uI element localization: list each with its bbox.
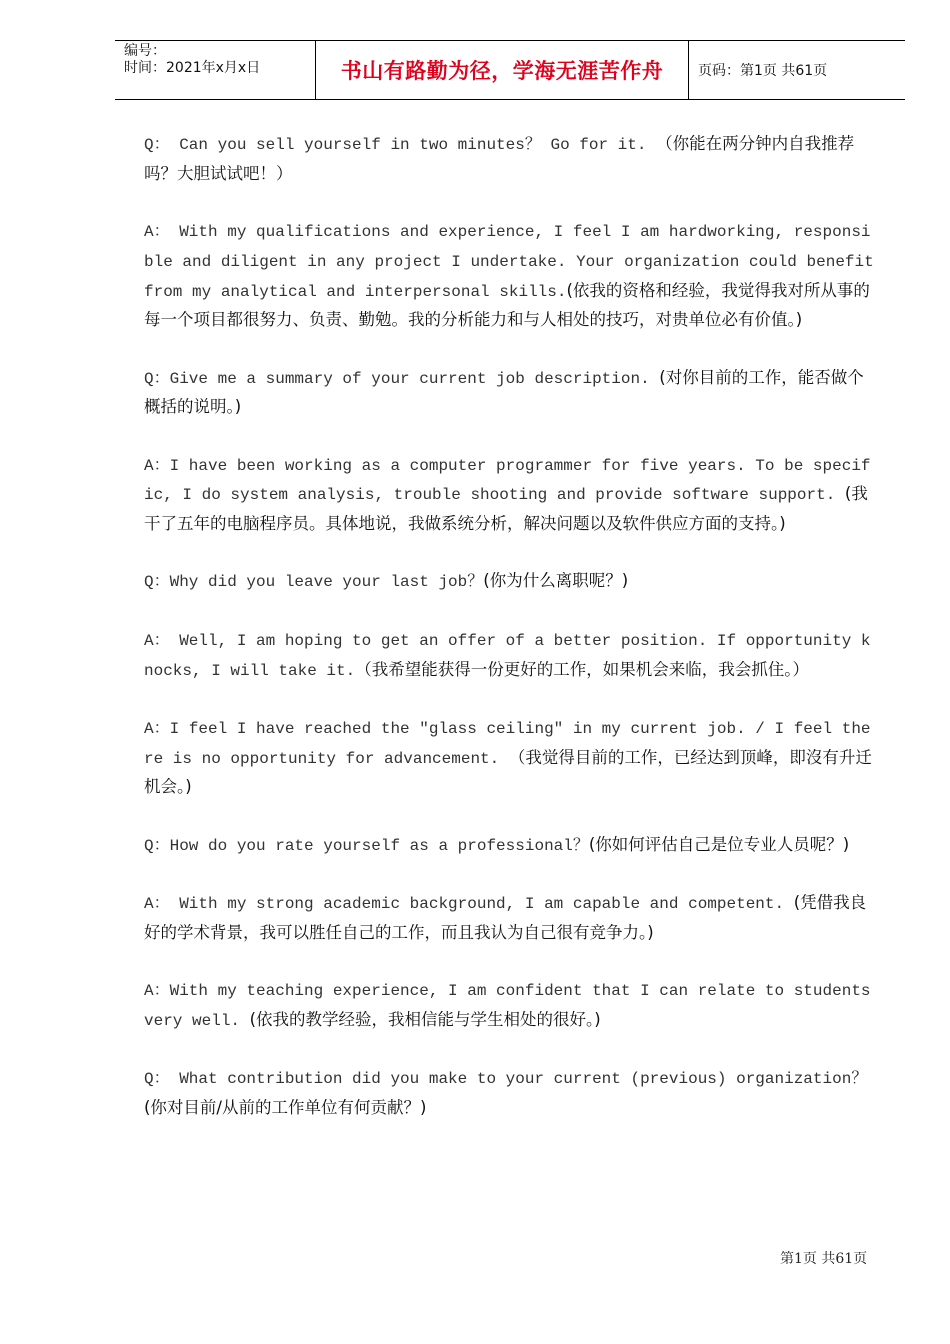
chinese-text: (对你目前的工作，能否做个概括的说明。) (144, 367, 864, 417)
english-text: Q： What contribution did you make to your current (previous) organization？ (144, 1070, 868, 1089)
qa-paragraph (144, 976, 874, 1035)
document-body (144, 130, 874, 1151)
qa-paragraph (144, 364, 874, 422)
english-text: A： With my strong academic background, I am capable and competent. (144, 895, 794, 914)
qa-paragraph (144, 567, 874, 597)
english-text: A：I feel I have reached the "glass ceiling" in my current job. / I feel there is no opportunity for advancement. (144, 719, 871, 768)
header-motto: 书山有路勤为径，学海无涯苦作舟 (316, 41, 689, 99)
chinese-text: (我干了五年的电脑程序员。具体地说，我做系统分析，解决问题以及软件供应方面的支持。) (144, 484, 868, 534)
qa-paragraph (144, 217, 874, 335)
chinese-text: (你对目前/从前的工作单位有何贡献？) (144, 1098, 427, 1118)
chinese-text: （你能在两分钟内自我推荐吗？大胆试试吧！） (144, 134, 855, 183)
qa-paragraph (144, 714, 874, 802)
qa-paragraph (144, 626, 874, 685)
chinese-text: (你如何评估自己是位专业人员呢？) (588, 834, 850, 854)
qa-paragraph (144, 831, 874, 861)
chinese-text: (凭借我良好的学术背景，我可以胜任自己的工作，而且我认为自己很有竞争力。) (144, 893, 867, 942)
chinese-text: （我觉得目前的工作，已经达到顶峰，即沒有升迁机会。) (144, 747, 872, 797)
english-text: A：With my teaching experience, I am confident that I can relate to students very well. (144, 982, 871, 1030)
page-header (115, 40, 905, 100)
chinese-text: （我希望能获得一份更好的工作，如果机会来临，我会抓住。） (355, 659, 809, 679)
page-footer: 第1页 共61页 (780, 1251, 868, 1267)
chinese-text: (依我的资格和经验，我觉得我对所从事的每一个项目都很努力、负责、勤勉。我的分析能力和与人相处的技巧，对贵单位必有价值。) (144, 280, 870, 330)
english-text: Q：Why did you leave your last job？ (144, 573, 484, 592)
english-text: A： Well, I am hoping to get an offer of a better position. If opportunity knocks, I will take it. (144, 631, 871, 680)
header-meta (115, 41, 316, 99)
english-text: Q： Can you sell yourself in two minutes？ Go for it. (144, 136, 657, 154)
english-text: A：I have been working as a computer programmer for five years. To be specific, I do system analysis, trouble shooting and provide software support. (144, 456, 871, 505)
qa-paragraph (144, 451, 874, 539)
english-text: Q：Give me a summary of your current job description. (144, 369, 660, 388)
qa-paragraph (144, 1064, 874, 1122)
english-text: Q：How do you rate yourself as a professional？ (144, 836, 589, 855)
english-text: A： With my qualifications and experience, I feel I am hardworking, responsible and diligent in any project I undertake. Your organization could benefit from my analytical and interpersonal skills. (144, 223, 874, 301)
qa-paragraph (144, 889, 874, 947)
chinese-text: (依我的教学经验，我相信能与学生相处的很好。) (249, 1009, 601, 1029)
document-date-label: 时间：2021年x月x日 (124, 60, 261, 76)
chinese-text: (你为什么离职呢？) (483, 571, 629, 591)
qa-paragraph (144, 130, 874, 188)
document-number-label: 编号： (124, 43, 166, 59)
header-page-code: 页码：第1页 共61页 (698, 63, 828, 79)
